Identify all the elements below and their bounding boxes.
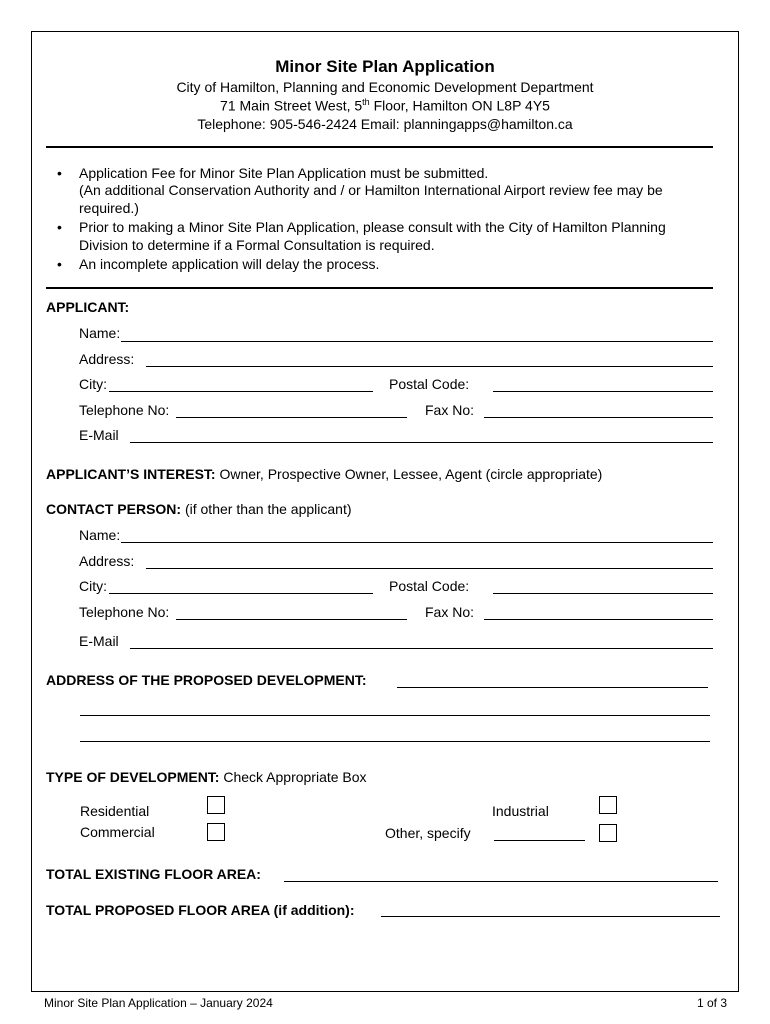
page-number: 1 of 3 xyxy=(697,996,728,1010)
contact-postal-label: Postal Code: xyxy=(389,578,470,594)
contact-heading: CONTACT PERSON: (if other than the applicant) xyxy=(46,501,352,517)
contact-telephone-label: Telephone No: xyxy=(79,604,170,620)
bullet-text: Division to determine if a Formal Consultation is required. xyxy=(79,237,435,253)
contact-city-field[interactable] xyxy=(109,593,373,594)
applicant-telephone-label: Telephone No: xyxy=(79,402,170,418)
contact-address-field[interactable] xyxy=(146,568,713,569)
other-checkbox[interactable] xyxy=(599,824,617,842)
applicant-city-label: City: xyxy=(79,376,107,392)
applicant-heading: APPLICANT: xyxy=(46,299,130,315)
proposed-floor-area-label: TOTAL PROPOSED FLOOR AREA (if addition): xyxy=(46,902,355,918)
contact-email-label: E-Mail xyxy=(79,633,119,649)
bullet-text: required.) xyxy=(79,200,139,216)
applicant-city-field[interactable] xyxy=(109,391,373,392)
development-type-heading: TYPE OF DEVELOPMENT: Check Appropriate Box xyxy=(46,769,367,785)
applicant-fax-label: Fax No: xyxy=(425,402,475,418)
applicant-name-label: Name: xyxy=(79,325,121,341)
contact-postal-field[interactable] xyxy=(493,593,713,594)
applicant-address-field[interactable] xyxy=(146,366,713,367)
proposed-address-label: ADDRESS OF THE PROPOSED DEVELOPMENT: xyxy=(46,672,367,688)
applicant-interest: APPLICANT’S INTEREST: Owner, Prospective Owner, Lessee, Agent (circle appropriate) xyxy=(46,466,603,482)
applicant-telephone-field[interactable] xyxy=(176,417,407,418)
contact-name-label: Name: xyxy=(79,527,121,543)
bullet-text: An incomplete application will delay the process. xyxy=(79,256,380,272)
contact-name-field[interactable] xyxy=(121,542,713,543)
existing-floor-area-label: TOTAL EXISTING FLOOR AREA: xyxy=(46,866,261,882)
contact-fax-label: Fax No: xyxy=(425,604,475,620)
proposed-address-field-line2[interactable] xyxy=(80,715,710,716)
commercial-label: Commercial xyxy=(80,824,155,840)
department-line: City of Hamilton, Planning and Economic Development Department xyxy=(176,79,594,95)
applicant-address-label: Address: xyxy=(79,351,135,367)
commercial-checkbox[interactable] xyxy=(207,823,225,841)
bullet-mark: • xyxy=(57,256,62,272)
bullet-mark: • xyxy=(57,219,62,235)
applicant-postal-label: Postal Code: xyxy=(389,376,470,392)
applicant-postal-field[interactable] xyxy=(493,391,713,392)
form-title: Minor Site Plan Application xyxy=(275,57,495,76)
residential-checkbox[interactable] xyxy=(207,796,225,814)
other-specify-field[interactable] xyxy=(494,840,585,841)
industrial-label: Industrial xyxy=(492,803,549,819)
address-line: 71 Main Street West, 5th Floor, Hamilton ON L8P 4Y5 xyxy=(220,97,550,114)
contact-line: Telephone: 905-546-2424 Email: planningapps@hamilton.ca xyxy=(197,116,573,132)
footer-title: Minor Site Plan Application – January 2024 xyxy=(44,996,273,1010)
contact-email-field[interactable] xyxy=(130,648,713,649)
residential-label: Residential xyxy=(80,803,150,819)
bullet-mark: • xyxy=(57,165,62,181)
applicant-name-field[interactable] xyxy=(121,341,713,342)
proposed-address-field[interactable] xyxy=(397,687,708,688)
industrial-checkbox[interactable] xyxy=(599,796,617,814)
bullet-text: (An additional Conservation Authority and / or Hamilton International Airport review fee may be xyxy=(79,182,663,198)
bullet-text: Application Fee for Minor Site Plan Application must be submitted. xyxy=(79,165,489,181)
other-specify-label: Other, specify xyxy=(385,825,471,841)
applicant-email-label: E-Mail xyxy=(79,427,119,443)
section-divider xyxy=(46,287,713,289)
existing-floor-area-field[interactable] xyxy=(284,881,718,882)
contact-telephone-field[interactable] xyxy=(176,619,407,620)
contact-city-label: City: xyxy=(79,578,107,594)
header-divider xyxy=(46,146,713,148)
applicant-email-field[interactable] xyxy=(130,442,713,443)
proposed-floor-area-field[interactable] xyxy=(381,916,720,917)
applicant-fax-field[interactable] xyxy=(484,417,713,418)
contact-fax-field[interactable] xyxy=(484,619,713,620)
bullet-text: Prior to making a Minor Site Plan Application, please consult with the City of Hamilton Planning xyxy=(79,219,666,235)
proposed-address-field-line3[interactable] xyxy=(80,741,710,742)
contact-address-label: Address: xyxy=(79,553,135,569)
